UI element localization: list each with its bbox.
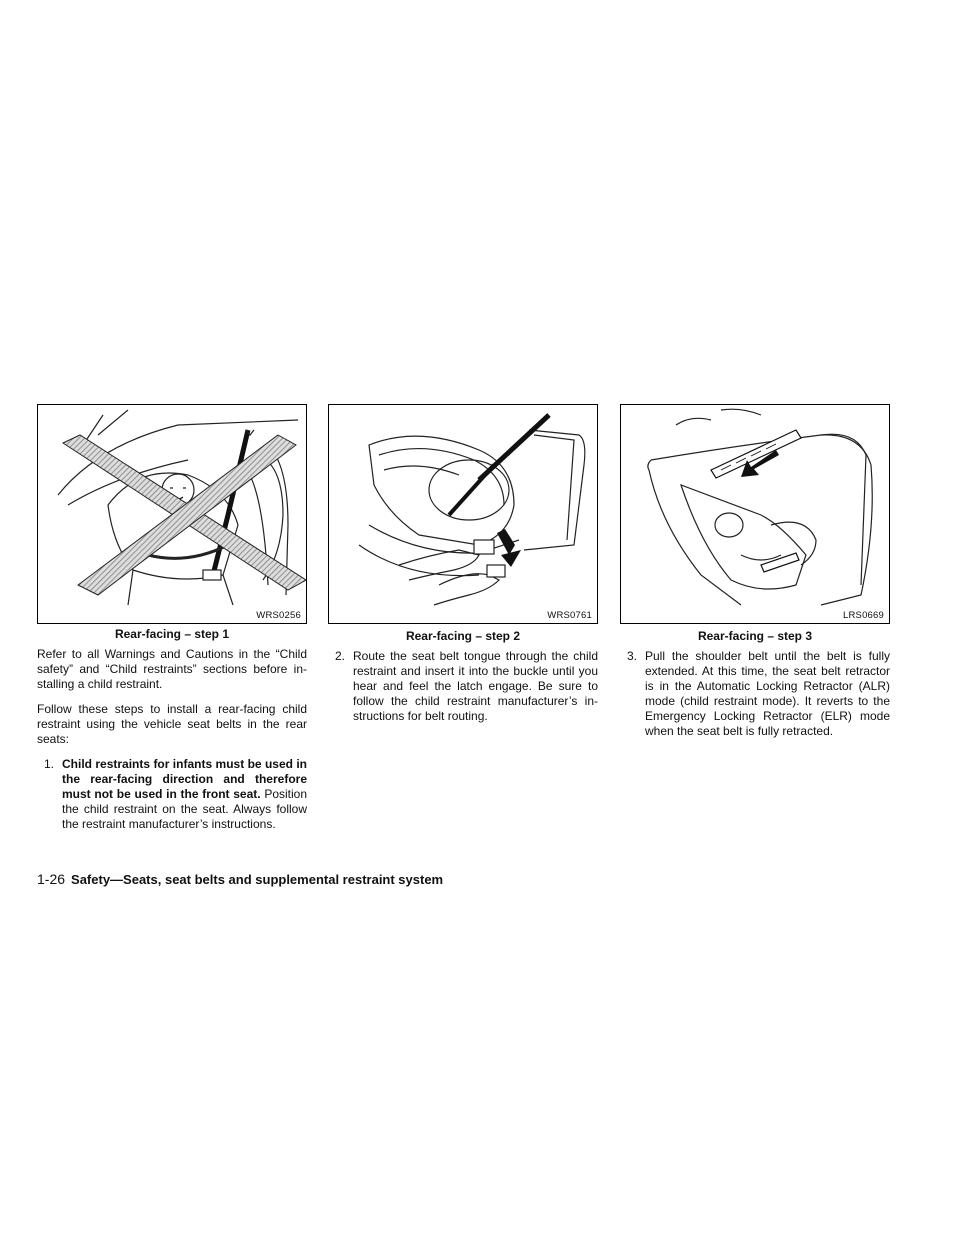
- step-number: 1.: [44, 757, 55, 771]
- step-1: [37, 757, 307, 832]
- step-3-text: Pull the shoulder belt until the belt is fully extended. At this time, the seat belt retractor is in the Automatic Locking Retractor (ALR) mode (child restraint mode). It reverts to the Emergency Locking Retractor (ELR) mode when the seat belt is fully retracted.: [645, 649, 890, 738]
- figure-caption: Rear-facing – step 3: [697, 629, 813, 643]
- step-number: 2.: [335, 649, 346, 663]
- figure-code: LRS0669: [842, 610, 884, 621]
- figure-code: WRS0761: [547, 610, 592, 621]
- column-1: [37, 404, 307, 832]
- step-2: [328, 649, 598, 724]
- section-title: Safety—Seats, seat belts and supplemental restraint system: [71, 872, 444, 887]
- step-1-warning: Child restraints for infants must be used in the rear-facing direction and therefore must not be used in the front seat.: [62, 757, 307, 801]
- figure-rear-facing-step-2: [328, 404, 598, 624]
- intro-paragraph: Refer to all Warnings and Cautions in the “Child safety” and “Child restraints” sections before in- stalling a child restraint.: [37, 647, 307, 691]
- column-3: [620, 404, 890, 739]
- step-number: 3.: [627, 649, 638, 663]
- step-2-text: Route the seat belt tongue through the child restraint and insert it into the buckle until you hear and feel the latch engage. Be sure to follow the child restraint manufacturer’s in- structions for belt routing.: [353, 649, 598, 723]
- figure-rear-facing-step-1: [37, 404, 307, 624]
- child-seat-front-prohibited-illustration: [38, 405, 306, 623]
- figure-caption: Rear-facing – step 1: [114, 627, 230, 641]
- figure-rear-facing-step-3: [620, 404, 890, 624]
- page-footer: [37, 871, 443, 887]
- figure-caption: Rear-facing – step 2: [405, 629, 521, 643]
- steps-intro-paragraph: Follow these steps to install a rear-facing child restraint using the vehicle seat belts in the rear seats:: [37, 702, 307, 746]
- step-3: [620, 649, 890, 739]
- column-2: [328, 404, 598, 724]
- shoulder-belt-pull-illustration: [621, 405, 889, 623]
- seat-belt-buckle-illustration: [329, 405, 597, 623]
- figure-code: WRS0256: [256, 610, 301, 621]
- step-1-text: Position the child restraint on the seat. Always follow the restraint manufacturer’s instructions.: [62, 787, 308, 831]
- page-number: 1-26: [37, 871, 66, 887]
